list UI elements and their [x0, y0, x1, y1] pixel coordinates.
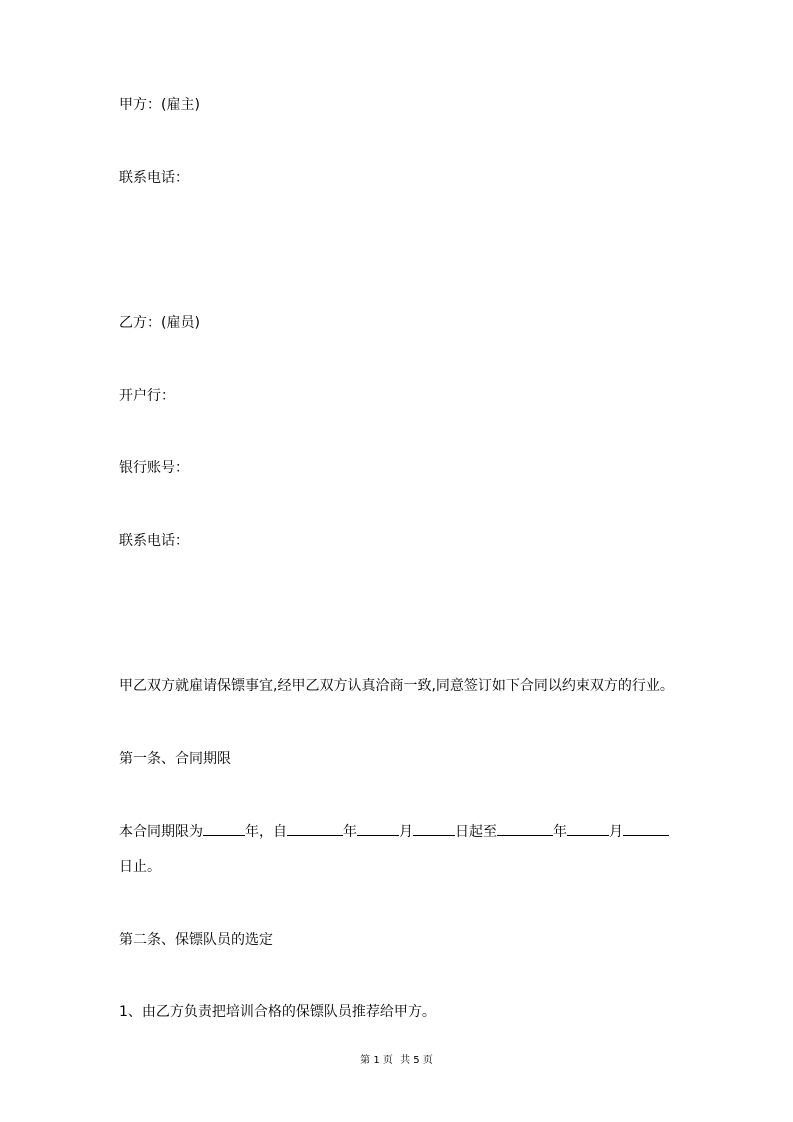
end-year-blank[interactable] — [497, 822, 553, 836]
party-b-phone-label: 联系电话： — [119, 533, 189, 549]
intro-paragraph: 甲乙双方就雇请保镖事宜,经甲乙双方认真洽商一致,同意签订如下合同以约束双方的行业。 — [119, 678, 674, 694]
end-day-blank[interactable] — [623, 822, 669, 836]
term-text: 年，自 — [245, 824, 287, 840]
term-text: 年 — [553, 824, 567, 840]
start-day-blank[interactable] — [413, 822, 455, 836]
term-text: 月 — [609, 824, 623, 840]
article-1-title: 第一条、合同期限 — [119, 751, 231, 767]
term-text: 本合同期限为 — [119, 824, 203, 840]
party-b-account-label: 银行账号： — [119, 460, 189, 476]
term-text: 月 — [399, 824, 413, 840]
term-years-blank[interactable] — [203, 822, 245, 836]
term-text: 日起至 — [455, 824, 497, 840]
party-a-phone-label: 联系电话： — [119, 170, 189, 186]
contract-term-line — [119, 822, 669, 841]
party-b-bank-label: 开户行： — [119, 388, 175, 404]
contract-term-end: 日止。 — [119, 859, 161, 875]
page-total: 共 5 页 — [400, 1055, 433, 1066]
article-2-item-1: 1、由乙方负责把培训合格的保镖队员推荐给甲方。 — [119, 1004, 436, 1020]
page-number: 第 1 页 — [360, 1055, 393, 1066]
party-b-label: 乙方：(雇员) — [119, 315, 200, 331]
start-month-blank[interactable] — [357, 822, 399, 836]
page-footer — [0, 1054, 793, 1068]
article-2-title: 第二条、保镖队员的选定 — [119, 932, 273, 948]
start-year-blank[interactable] — [287, 822, 343, 836]
party-a-label: 甲方：(雇主) — [119, 97, 200, 113]
term-text: 年 — [343, 824, 357, 840]
end-month-blank[interactable] — [567, 822, 609, 836]
